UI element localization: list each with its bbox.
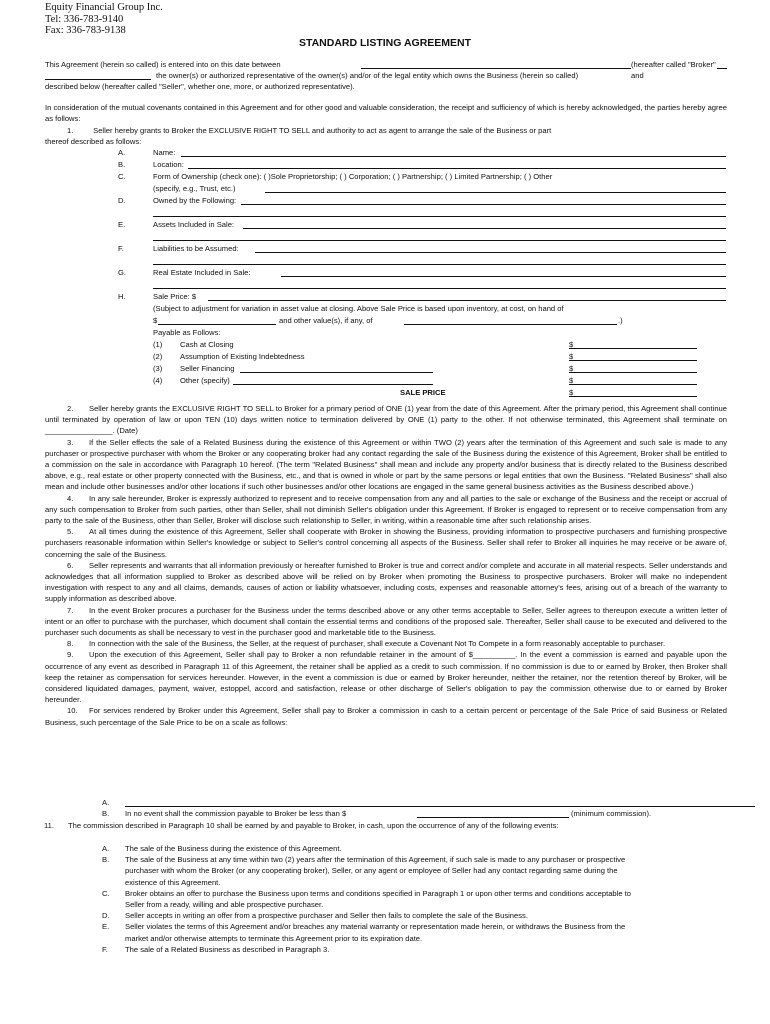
dollar-sign: $	[569, 340, 574, 349]
paragraph-7: 7. In the event Broker procures a purchaser for the Business under the terms described above or any other terms acceptable to Seller, Seller agrees to thereupon execute a written letter of intent or an offer to purchase with the purchaser, which document shall contain the essential terms and conditions of the proposed sale. Thereafter, Seller shall cause to be executed and delivered to the purchaser such documents as shall be necessary to vest in the purchaser good and marketable title to the Business.	[45, 605, 727, 638]
document-title: STANDARD LISTING AGREEMENT	[298, 37, 472, 49]
paragraph-11	[45, 820, 727, 831]
assets-field-line2[interactable]	[153, 231, 726, 241]
liabilities-field-line2[interactable]	[153, 255, 726, 265]
item-letter: H.	[118, 292, 126, 301]
dollar-sign: $	[569, 388, 574, 397]
intro-section	[45, 59, 727, 125]
company-name: Equity Financial Group Inc.	[45, 2, 163, 13]
item-label-real-estate: Real Estate Included in Sale:	[153, 268, 251, 277]
intro-line1-b: (hereafter called "Broker" and	[631, 60, 716, 81]
paragraph-3: 3. If the Seller effects the sale of a Related Business during the existence of this Agreement or within TWO (2) years after the termination of this Agreement and such sale is made to any purchaser or prospective purchaser with whom the Broker or any cooperating broker had any contact regarding the sale of the Business during the existence of this Agreement, Broker shall be entitled to a commission on the sale in accordance with Paragraph 10 hereof. (The term "Related Business" shall mean and include any property and/or business that is directly related to the Business described above, e.g., real estate or other property connected with the Business, etc., and that is owned in whole or part by the same persons or legal entities that own the Business. "Related Business" shall also mean and include other businesses and/or other locations if such other businesses and/or other locations are engaged in the same general business activities as the Business described above.)	[45, 437, 727, 492]
item-letter: E.	[118, 220, 126, 229]
paragraph-2: 2. Seller hereby grants the EXCLUSIVE RIGHT TO SELL to Broker for a primary period of ONE (1) year from the date of this Agreement. After the primary period, this Agreement shall continue until terminated by operation of law or upon TEN (10) days written notice to termination delivered by ONE (1) party to the other. If not otherwise terminated, this Agreement shall terminate on ________________. (Date)	[45, 404, 727, 436]
item-label-ownership: Form of Ownership (check one): ( )Sole Proprietorship; ( ) Corporation; ( ) Partnership; ( ) Limited Partnership; ( ) Other	[153, 172, 553, 181]
paragraph-1	[45, 125, 727, 147]
p1-number: 1.	[67, 126, 74, 135]
other-values-field[interactable]	[404, 315, 617, 325]
pay-item-cash-label: Cash at Closing	[180, 340, 234, 349]
item-letter: D.	[118, 196, 126, 205]
event-item: B. The sale of the Business at any time within two (2) years after the termination of this Agreement, if such sale is made to any purchaser or prospective purchaser with whom the Broker (or any cooperating broker), Seller, or any agent or employee of Seller had any contact regarding same during the existence of this Agreement.	[102, 855, 626, 887]
company-tel: Tel: 336-783-9140	[45, 13, 124, 25]
event-item: A. The sale of the Business during the existence of this Agreement.	[102, 844, 342, 853]
item-letter: B.	[118, 160, 126, 169]
ownership-specify-label: (specify, e.g., Trust, etc.)	[153, 184, 236, 193]
pay-item-num: (2)	[153, 352, 163, 361]
item-letter: C.	[118, 172, 126, 181]
real-estate-field[interactable]	[281, 267, 726, 277]
commission-scale	[45, 797, 727, 819]
scale-letter-b: B.	[102, 809, 110, 818]
seller-financing-amount-field[interactable]	[569, 363, 697, 373]
sale-price-total-label: SALE PRICE	[400, 388, 446, 397]
indebtedness-amount-field[interactable]	[569, 351, 697, 361]
event-item: D. Seller accepts in writing an offer from a prospective purchaser and Seller then fails to complete the sale of the Business.	[102, 911, 528, 921]
owned-by-field-line2[interactable]	[153, 207, 726, 217]
item-letter: A.	[118, 148, 126, 157]
liabilities-field[interactable]	[255, 243, 726, 253]
item-label-liabilities: Liabilities to be Assumed:	[153, 244, 239, 253]
intro-line1-a: This Agreement (herein so called) is entered into on this date between	[45, 60, 281, 69]
seller-name-field[interactable]	[45, 70, 151, 80]
paragraph-5: 5. At all times during the existence of this Agreement, Seller shall cooperate with Broker in showing the Business, providing information to prospective purchasers and furnishing prospective purchasers reasonable information within Seller's knowledge or subject to Seller's control concerning all aspects of the Business. Seller shall refer to Broker all inquiries he may receive or be aware of, concerning the sale of the Business.	[45, 527, 727, 559]
event-item: E. Seller violates the terms of this Agreement and/or breaches any material warranty or representation made herein, or withdraws the Business from the market and/or otherwise attempts to terminate this Agreement prior to its expiration date.	[102, 922, 626, 943]
other-desc-field[interactable]	[233, 375, 433, 385]
intro-line3: described below (hereafter called "Seller", whether one, more, or authorized representative).	[45, 82, 355, 91]
real-estate-field-line2[interactable]	[153, 279, 726, 289]
p1-text-a: Seller hereby grants to Broker the EXCLUSIVE RIGHT TO SELL and authority to act as agent to arrange the sale of the Business or part	[93, 126, 552, 135]
paragraphs-2-10	[45, 403, 727, 728]
sale-price-subject-note: (Subject to adjustment for variation in asset value at closing. Above Sale Price is based upon inventory, at cost, on hand of	[153, 304, 564, 313]
assets-field[interactable]	[243, 219, 726, 229]
inventory-value-field[interactable]	[158, 315, 276, 325]
item-label-location: Location:	[153, 160, 184, 169]
dollar-sign: $	[569, 376, 574, 385]
paragraph-8: 8. In connection with the sale of the Business, the Seller, at the request of purchaser, shall execute a Covenant Not To Compete in a form reasonably acceptable to purchaser.	[67, 639, 666, 649]
business-items	[45, 147, 727, 399]
pay-item-num: (1)	[153, 340, 163, 349]
pay-item-seller-financing-label: Seller Financing	[180, 364, 235, 373]
p1-text-b: thereof described as follows:	[45, 137, 142, 147]
item-label-sale-price: Sale Price: $	[153, 292, 197, 301]
event-item: F. The sale of a Related Business as described in Paragraph 3.	[102, 944, 330, 954]
paragraph-6: 6. Seller represents and warrants that all information previously or hereafter furnished to Broker is true and correct and/or complete and accurate in all material respects. Seller understands and acknowledges that all information supplied to Broker as described above will be relied on by Broker when promoting the Business to prospective purchasers. Broker will make no independent investigation with respect to any and all claims, demands, causes of action or liability whatsoever, including costs, expenses and reasonable attorney's fees, arising out of a breach of the warranty to supply information as described above.	[45, 560, 727, 604]
item-letter: F.	[118, 244, 124, 253]
commission-scale-field[interactable]	[125, 797, 755, 807]
intro-line2: the owner(s) or authorized representative of the owner(s) and/or of the legal entity which owns the Business (herein so called)	[156, 71, 579, 80]
company-fax: Fax: 336-783-9138	[45, 25, 126, 36]
name-field[interactable]	[181, 147, 726, 157]
p11-text: The commission described in Paragraph 10 shall be earned by and payable to Broker, in cash, upon the occurrence of any of the following events:	[68, 821, 559, 830]
cash-amount-field[interactable]	[569, 339, 697, 349]
consideration-text: In consideration of the mutual covenants contained in this Agreement and for other good and valuable consideration, the receipt and sufficiency of which is hereby acknowledged, the parties hereby agree as follows:	[45, 103, 727, 124]
owned-by-field[interactable]	[241, 195, 726, 205]
location-field[interactable]	[188, 159, 726, 169]
scale-letter-a: A.	[102, 798, 110, 807]
letterhead	[45, 2, 163, 37]
other-values-close: .)	[618, 316, 623, 325]
event-item: C. Broker obtains an offer to purchase the Business upon terms and conditions specified in Paragraph 1 or upon other terms and conditions acceptable to Seller from a ready, willing and able prospective purchaser.	[102, 888, 631, 910]
item-label-assets: Assets Included in Sale:	[153, 220, 235, 229]
minimum-commission-tail: (minimum commission).	[571, 809, 652, 818]
payable-label: Payable as Follows:	[153, 328, 221, 337]
paragraph-4: 4. In any sale hereunder, Broker is expressly authorized to represent and to receive compensation from any and all parties to the sale or exchange of the Business and the receipt or accrual of any such compensation to Broker from such parties, other than Seller, shall not diminish Seller's obligation under this Agreement. If Broker is engaged to represent or to receive compensation from any party to the sale of the Business, other than Seller, Broker will disclose such relationship to Seller, in writing, within a reasonable time after such relationship arises.	[45, 493, 727, 526]
seller-financing-desc-field[interactable]	[240, 363, 433, 373]
dollar-sign: $	[569, 352, 574, 361]
item-label-owned-by: Owned by the Following:	[153, 196, 237, 205]
other-amount-field[interactable]	[569, 375, 697, 385]
pay-item-indebtedness-label: Assumption of Existing Indebtedness	[180, 352, 305, 361]
broker-name-field[interactable]	[361, 59, 631, 69]
pay-item-num: (4)	[153, 376, 163, 385]
pay-item-other-label: Other (specify)	[180, 376, 230, 385]
broker-name-field-tail[interactable]	[717, 59, 727, 69]
sale-price-total-field[interactable]	[569, 387, 697, 397]
paragraph-10: 10. For services rendered by Broker under this Agreement, Seller shall pay to Broker a commission in cash to a certain percent or percentage of the Sale Price of said Business or Related Business, such percentage of the Sale Price to be on a scale as follows:	[45, 706, 727, 727]
minimum-commission-field[interactable]	[417, 808, 569, 818]
other-values-label: and other value(s), if any, of	[279, 316, 373, 325]
item-label-name: Name:	[153, 148, 176, 157]
ownership-specify-field[interactable]	[265, 183, 726, 193]
sale-price-field[interactable]	[208, 291, 726, 301]
pay-item-num: (3)	[153, 364, 163, 373]
item-letter: G.	[118, 268, 127, 277]
p11-events	[102, 843, 642, 955]
inventory-dollar: $	[153, 316, 158, 325]
p11-number: 11.	[44, 821, 54, 830]
dollar-sign: $	[569, 364, 574, 373]
paragraph-9: 9. Upon the execution of this Agreement, Seller shall pay to Broker a non refundable retainer in the amount of $__________. In the event a commission is earned and payable upon the occurrence of any event as described in Paragraph 11 of this Agreement, the retainer shall be applied as a credit to such commission. If no commission is due to or earned by Broker, then Broker shall keep the retainer as compensation for services hereunder. However, in the event a commission is due or earned by Broker hereunder, neither the retainer, nor the retention thereof by Broker, will be considered liquidated damages, payment, waiver, estoppel, accord and satisfaction, release or other discharge of Seller's obligation to pay the commission otherwise due to or earned by Broker hereunder.	[45, 650, 727, 705]
minimum-commission-text: In no event shall the commission payable to Broker be less than $	[125, 809, 347, 818]
